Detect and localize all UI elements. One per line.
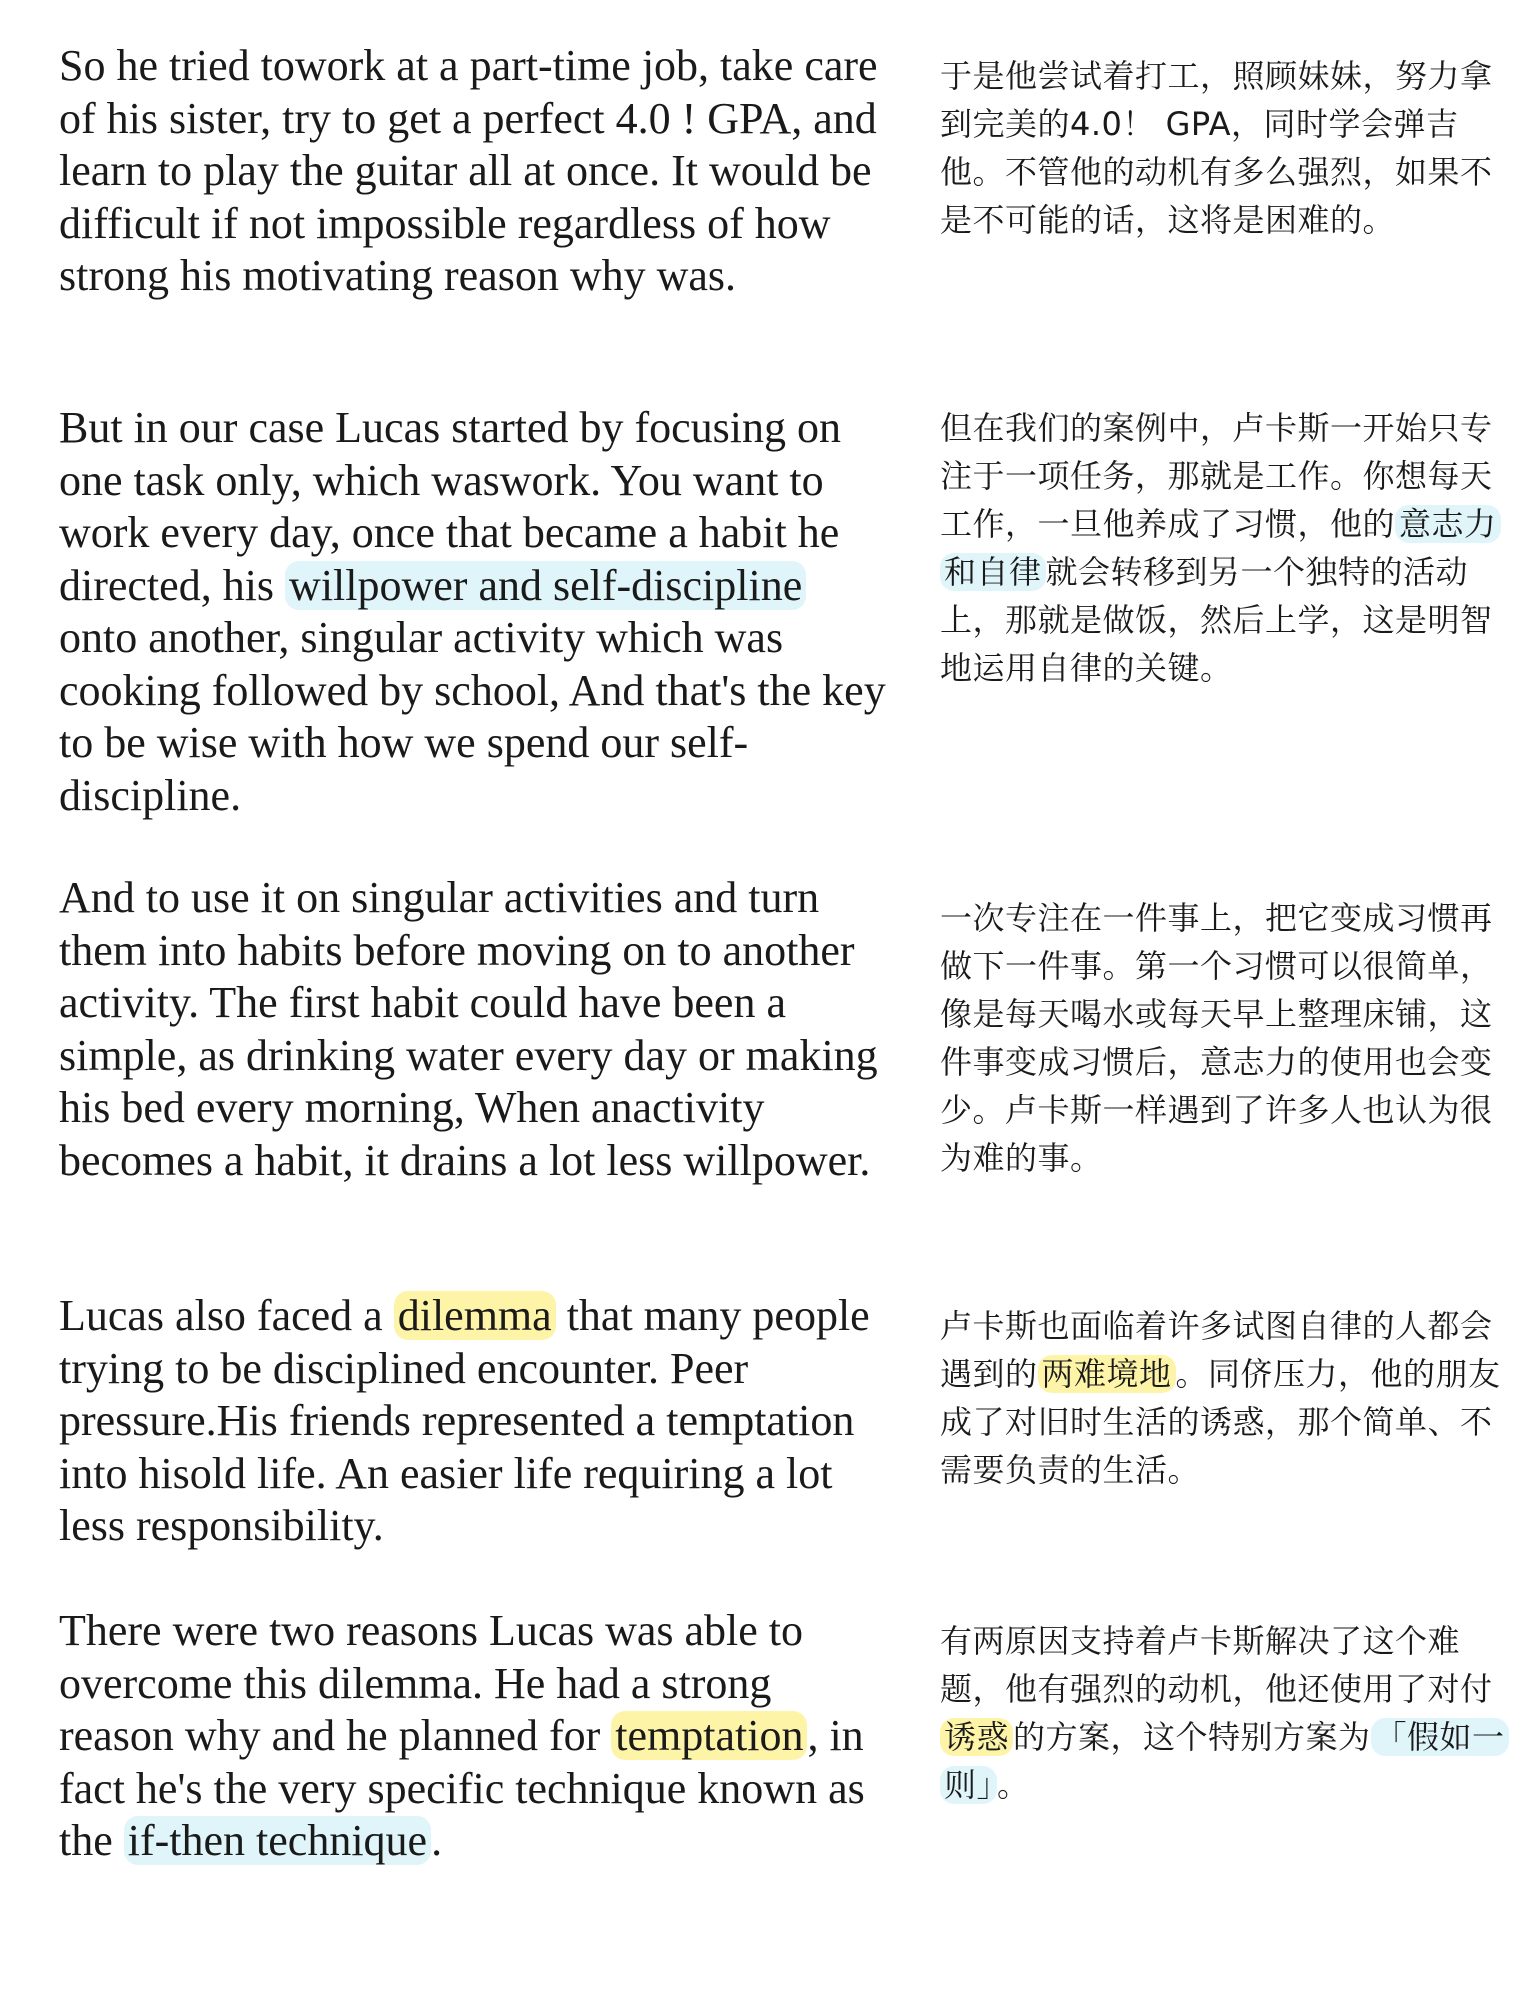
highlight-if-then-technique: if-then technique xyxy=(124,1816,431,1865)
highlight-willpower-self-discipline-zh: 意志力和自律 xyxy=(940,505,1501,591)
paragraph-2-chinese-text-b: 就会转移到另一个独特的活动上，那就是做饭，然后上学，这是明智地运用自律的关键。 xyxy=(940,553,1493,687)
paragraph-5-chinese-text-b: 的方案，这个特别方案为 xyxy=(1013,1718,1371,1756)
paragraph-5-chinese-text-c: 。 xyxy=(997,1766,1030,1804)
paragraph-4-english-text-b: that many people trying to be disciplined encounter. Peer pressure.His friends represented a temptation into hisold life. An easier life requiring a lot less responsibility. xyxy=(59,1291,870,1550)
paragraph-2-chinese xyxy=(940,404,1505,692)
paragraph-5-english-text-b: , in fact he's the very specific technique known as the xyxy=(59,1711,865,1865)
paragraph-1-english-text: So he tried towork at a part-time job, take care of his sister, try to get a perfect 4.0 ! GPA, and learn to play the guitar all at once. It would be difficult if not impossible regardless of how strong his motivating reason why was. xyxy=(59,41,878,300)
paragraph-5-english xyxy=(59,1605,889,1868)
paragraph-1-chinese-text: 于是他尝试着打工，照顾妹妹，努力拿到完美的4.0！ GPA，同时学会弹吉他。不管他的动机有多么强烈，如果不是不可能的话，这将是困难的。 xyxy=(940,57,1493,239)
highlight-if-then-technique-zh: 「假如一则」 xyxy=(940,1718,1509,1804)
paragraph-5-chinese-text-a: 有两原因支持着卢卡斯解决了这个难题，他有强烈的动机，他还使用了对付 xyxy=(940,1622,1493,1708)
paragraph-5-english-text-a: There were two reasons Lucas was able to overcome this dilemma. He had a strong reason why and he planned for xyxy=(59,1606,804,1760)
paragraph-3-english-text: And to use it on singular activities and turn them into habits before moving on to another activity. The first habit could have been a simple, as drinking water every day or making his bed every morning, When anactivity becomes a habit, it drains a lot less willpower. xyxy=(59,873,878,1185)
highlight-temptation: temptation xyxy=(611,1711,807,1760)
paragraph-3-chinese xyxy=(940,894,1505,1182)
highlight-willpower-self-discipline: willpower and self-discipline xyxy=(285,561,806,610)
paragraph-2-english xyxy=(59,402,889,822)
paragraph-2-chinese-text-a: 但在我们的案例中，卢卡斯一开始只专注于一项任务，那就是工作。你想每天工作，一旦他养成了习惯，他的 xyxy=(940,409,1493,543)
paragraph-5-chinese xyxy=(940,1617,1505,1809)
paragraph-1-chinese xyxy=(940,52,1505,244)
paragraph-1-english xyxy=(59,40,889,303)
highlight-dilemma-zh: 两难境地 xyxy=(1038,1355,1176,1393)
paragraph-4-english xyxy=(59,1290,889,1553)
paragraph-4-chinese xyxy=(940,1302,1505,1494)
paragraph-4-chinese-text-b: 。同侪压力，他的朋友成了对旧时生活的诱惑，那个简单、不需要负责的生活。 xyxy=(940,1355,1501,1489)
paragraph-2-english-text-a: But in our case Lucas started by focusing on one task only, which waswork. You want to work every day, once that became a habit he directed, his xyxy=(59,403,842,610)
highlight-temptation-zh: 诱惑 xyxy=(940,1718,1013,1756)
paragraph-4-chinese-text-a: 卢卡斯也面临着许多试图自律的人都会遇到的 xyxy=(940,1307,1493,1393)
highlight-dilemma: dilemma xyxy=(394,1291,556,1340)
paragraph-5-english-text-c: . xyxy=(431,1816,443,1865)
paragraph-4-english-text-a: Lucas also faced a xyxy=(59,1291,394,1340)
paragraph-3-chinese-text: 一次专注在一件事上，把它变成习惯再做下一件事。第一个习惯可以很简单，像是每天喝水或每天早上整理床铺，这件事变成习惯后，意志力的使用也会变少。卢卡斯一样遇到了许多人也认为很为难的事。 xyxy=(940,899,1493,1177)
paragraph-2-english-text-b: onto another, singular activity which was cooking followed by school, And that's the key to be wise with how we spend our self-discipline. xyxy=(59,613,886,820)
paragraph-3-english xyxy=(59,872,889,1187)
